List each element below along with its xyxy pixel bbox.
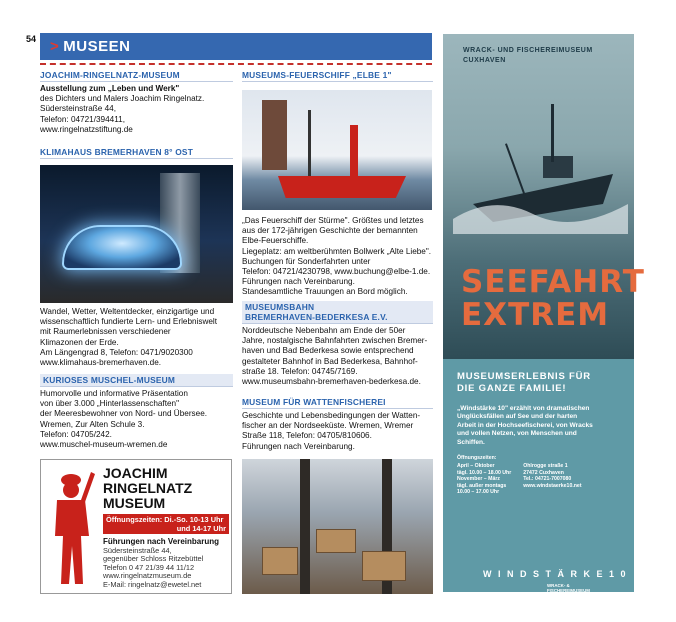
trawler-icon [453,94,628,234]
entry-line: Südersteinstraße 44, [40,104,117,114]
entry-heading: JOACHIM-RINGELNATZ-MUSEUM [40,69,233,82]
klimahaus-photo [40,165,233,303]
windstaerke-logo [483,569,628,579]
advert-details [103,538,219,590]
logo-sub-line: CUXHAVEN [547,593,572,598]
advert-hours [103,514,229,534]
museumsbahn-entry [242,301,433,387]
klimahaus-entry [40,307,233,368]
hours-line: tägl. 10.00 – 18.00 Uhr [457,469,512,476]
tagline-line: DIE GANZE FAMILIE! [457,383,567,394]
entry-line: Telefon: 04721/394411, [40,114,125,124]
section-title: MUSEEN [63,38,131,55]
entry-line: haven und Bad Bederkesa sowie entsprechend [242,346,414,356]
entry-line: fischer an der Nordseeküste. Wremen, Wremer [242,421,414,431]
pillar-shape [300,459,310,594]
heading-line: BREMERHAVEN-BEDERKESA E.V. [245,312,388,322]
mast-shape [308,110,311,178]
entry-line: Wremen, Zur Alten Schule 3. [40,419,145,429]
advert-tours: Führungen nach Vereinbarung [103,537,220,546]
logo-sub-line: FISCHEREIMUSEUM [547,588,590,593]
hull-shape [278,176,406,198]
hours-line: November – März [457,476,500,483]
watten-entry [242,396,433,452]
poster-museum-title [463,46,593,66]
advert-addr-line: Telefon 0 47 21/39 44 11/12 [103,562,195,572]
entry-line: Telefon: 04721/4230798, www.buchung@elbe-1.de. [242,267,431,277]
muschel-entry [40,374,233,450]
entry-line: Wandel, Wetter, Weltentdecker, einzigartige und [40,307,215,316]
poster-hours-block [457,463,620,495]
entry-line: wissenschaftlich fundierte Lern- und Erlebniswelt [40,317,218,327]
logo-text: W I N D S T Ä R K E 1 0 [483,569,628,579]
poster-tagline [457,371,620,395]
advert-title [103,466,192,511]
entry-line: Am Längengrad 8, Telefon: 0471/9020300 [40,347,193,357]
advert-email[interactable]: E-Mail: ringelnatz@ewetel.net [103,579,202,589]
entry-line: Liegeplatz: am weltberühmten Bollwerk „Alte Liebe". [242,246,432,256]
header-arrow: > [50,38,60,55]
entry-link[interactable]: www.klimahaus-bremerhaven.de. [40,358,162,368]
poster-hours-title: Öffnungszeiten: [457,455,497,462]
advert-addr-line: Südersteinstraße 44, [103,545,172,555]
crate-shape [316,529,356,553]
entry-line: Standesamtliche Trauungen an Bord möglich. [242,287,408,297]
entry-line: der Meeresbewohner von Nord- und Übersee. [40,409,208,419]
crate-shape [262,547,298,575]
entry-line: des Dichters und Malers Joachim Ringelnatz. [40,94,205,104]
lighthouse-shape [350,125,358,177]
advert-title-line: MUSEUM [103,495,166,511]
desc-line: Arbeit in der Hochseefischerei, von Wracks [457,421,593,429]
museum-poster [443,34,645,598]
entry-line: Straße 118, Telefon: 04705/810606. [242,431,372,441]
address-line: Tel.: 04721-7007080 [523,476,572,483]
entry-heading: KLIMAHAUS BREMERHAVEN 8° OST [40,146,233,159]
entry-line: Buchungen für Sonderfahrten unter [242,256,371,266]
desc-line: Unglücksfällen auf See und der harten [457,413,578,421]
entry-link[interactable]: www.museumsbahn-bremerhaven-bederkesa.de. [242,377,421,387]
advert-addr-line: gegenüber Schloss Ritzebüttel [103,554,204,564]
entry-line: Ausstellung zum „Leben und Werk" [40,84,180,93]
poster-title-line: CUXHAVEN [463,57,506,64]
entry-line: von über 3.000 „Hinterlassenschaften" [40,399,179,409]
page-number: 54 [26,34,37,44]
heading-line: MUSEUMSBAHN [245,302,315,312]
headline-line: SEEFAHRT [461,264,645,300]
entry-link[interactable]: www.ringelnatzstiftung.de [40,124,133,134]
logo-subtitle [547,583,590,598]
poster-address [523,463,581,495]
entry-line: Norddeutsche Nebenbahn am Ende der 50er [242,326,406,335]
hours-line: April – Oktober [457,463,495,470]
entry-heading: MUSEUMS-FEUERSCHIFF „ELBE 1" [242,69,433,82]
entry-line: Humorvolle und informative Präsentation [40,389,188,398]
hours-line: tägl. außer montags [457,482,507,489]
dome-shape [62,225,182,270]
entry-line: straße 18. Telefon: 04745/7169. [242,366,358,376]
advert-title-line: RINGELNATZ [103,480,193,496]
hours-line: Öffnungszeiten: Di.-So. 10-13 Uhr [106,515,224,524]
entry-line: Klimazonen der Erde. [40,337,119,347]
poster-description [457,405,620,447]
ringelnatz-advert [40,459,232,594]
entry-heading: KURIOSES MUSCHEL-MUSEUM [40,374,233,387]
poster-hours [457,463,511,495]
entry-line: „Das Feuerschiff der Stürme". Größtes und letztes [242,216,424,225]
ringelnatz-figure-icon [47,466,97,588]
advert-title-line: JOACHIM [103,465,168,481]
entry-line: Telefon: 04705/242. [40,429,112,439]
dashed-divider [40,63,432,65]
tagline-line: MUSEUMSERLEBNIS FÜR [457,371,591,382]
ringelnatz-entry [40,69,233,135]
desc-line: „Windstärke 10" erzählt von dramatischen [457,405,590,412]
klimahaus-heading-block [40,146,233,161]
entry-heading [242,301,433,324]
poster-title-line: WRACK- UND FISCHEREIMUSEUM [463,47,593,54]
entry-link[interactable]: www.muschel-museum-wremen.de [40,440,168,450]
entry-line: aus der 172-jährigen Geschichte der bemannten [242,226,418,236]
lightship-photo [242,90,432,210]
entry-heading: MUSEUM FÜR WATTENFISCHEREI [242,396,433,409]
address-line: Ohlrogge straße 1 [523,463,568,470]
entry-line: Elbe-Feuerschiffe. [242,236,309,246]
crate-shape [362,551,406,581]
entry-line: mit Raumerlebnissen verschiedener [40,327,171,337]
hours-line: und 14-17 Uhr [176,524,226,533]
entry-line: Führungen nach Vereinbarung. [242,277,355,287]
poster-headline [461,266,645,332]
desc-line: und vollen Netzen, von Menschen und [457,430,577,438]
watten-exhibit-photo [242,459,433,594]
desc-line: Schiffen. [457,438,485,446]
elbe-heading-block [242,69,433,84]
entry-line: Führungen nach Vereinbarung. [242,441,355,451]
poster-info [443,359,634,598]
logo-sub-line: WRACK- & [547,583,570,588]
entry-line: gestalteter Bahnhof in Bad Bederkesa, Bahnhof- [242,356,418,366]
entry-line: Geschichte und Lebensbedingungen der Watten- [242,411,421,420]
headline-line: EXTREM [461,297,610,333]
advert-link[interactable]: www.ringelnatzmuseum.de [103,571,192,581]
section-header [40,33,432,60]
building-shape [262,100,287,170]
address-line: 27472 Cuxhaven [523,469,564,476]
elbe-entry [242,216,433,298]
poster-link[interactable]: www.windstaerke10.net [523,482,582,489]
hours-line: 10.00 – 17.00 Uhr [457,489,500,496]
entry-line: Jahre, nostalgische Bahnfahrten zwischen Bremer- [242,336,428,346]
